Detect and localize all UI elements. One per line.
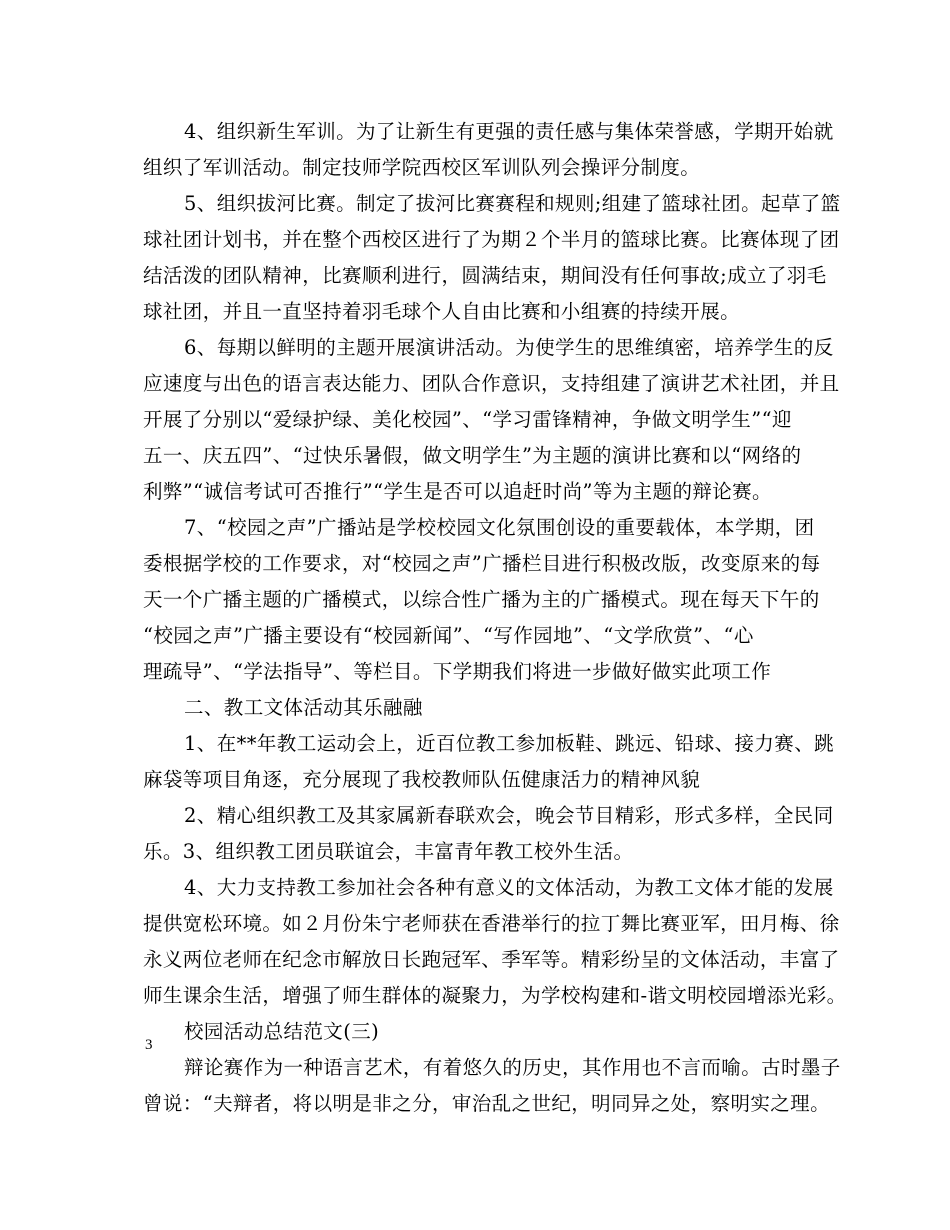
text-line: 开展了分别以“爱绿护绿、美化校园”、“学习雷锋精神，争做文明学生”“迎 bbox=[143, 408, 792, 431]
page-number: 3 bbox=[145, 1037, 153, 1053]
text-line: 天一个广播主题的广播模式，以综合性广播为主的广播模式。现在每天下午的 bbox=[143, 588, 820, 611]
text-line: 提供宽松环境。如２月份朱宁老师获在香港举行的拉丁舞比赛亚军，田月梅、徐 bbox=[143, 912, 840, 935]
text-line: 球社团计划书，并在整个西校区进行了为期２个半月的篮球比赛。比赛体现了团 bbox=[143, 228, 840, 251]
text-line: 理疏导”、“学法指导”、等栏目。下学期我们将进一步做好做实此项工作 bbox=[143, 660, 772, 683]
text-line: 麻袋等项目角逐，充分展现了我校教师队伍健康活力的精神风貌 bbox=[143, 768, 701, 791]
text-line: 2、精心组织教工及其家属新春联欢会，晚会节目精彩，形式多样，全民同 bbox=[184, 804, 834, 827]
text-line: 应速度与出色的语言表达能力、团队合作意识，支持组建了演讲艺术社团，并且 bbox=[143, 372, 840, 395]
text-line: 永义两位老师在纪念市解放日长跑冠军、季军等。精彩纷呈的文体活动，丰富了 bbox=[143, 948, 840, 971]
text-line: 1、在**年教工运动会上，近百位教工参加板鞋、跳远、铅球、接力赛、跳 bbox=[184, 732, 835, 755]
text-line: 乐。3、组织教工团员联谊会，丰富青年教工校外生活。 bbox=[143, 840, 634, 863]
text-line: 师生课余生活，增强了师生群体的凝聚力，为学校构建和-谐文明校园增添光彩。 bbox=[143, 984, 847, 1007]
text-line: 5、组织拔河比赛。制定了拔河比赛赛程和规则;组建了篮球社团。起草了篮 bbox=[184, 192, 841, 215]
text-line: “校园之声”广播主要设有“校园新闻”、“写作园地”、“文学欣赏”、“心 bbox=[143, 624, 754, 647]
text-line: 曾说：“夫辩者，将以明是非之分，审治乱之世纪，明同异之处，察明实之理。 bbox=[143, 1092, 830, 1115]
text-line: 4、组织新生军训。为了让新生有更强的责任感与集体荣誉感，学期开始就 bbox=[184, 120, 834, 143]
text-line: 结活泼的团队精神，比赛顺利进行，圆满结束，期间没有任何事故;成立了羽毛 bbox=[143, 264, 827, 287]
text-line: 球社团，并且一直坚持着羽毛球个人自由比赛和小组赛的持续开展。 bbox=[143, 300, 741, 323]
text-line: 利弊”“诚信考试可否推行”“学生是否可以追赶时尚”等为主题的辩论赛。 bbox=[143, 480, 772, 503]
text-line: 辩论赛作为一种语言艺术，有着悠久的历史，其作用也不言而喻。古时墨子 bbox=[184, 1056, 841, 1079]
text-line: 6、每期以鲜明的主题开展演讲活动。为使学生的思维缜密，培养学生的反 bbox=[184, 336, 834, 359]
section-heading: 二、教工文体活动其乐融融 bbox=[184, 696, 423, 719]
text-line: 组织了军训活动。制定技师学院西校区军训队列会操评分制度。 bbox=[143, 156, 701, 179]
text-line: 委根据学校的工作要求，对“校园之声”广播栏目进行积极改版，改变原来的每 bbox=[143, 552, 821, 575]
section-heading: 校园活动总结范文(三) bbox=[184, 1020, 380, 1043]
text-line: 7、“校园之声”广播站是学校校园文化氛围创设的重要载体，本学期，团 bbox=[184, 516, 815, 539]
text-line: 五一、庆五四”、“过快乐暑假，做文明学生”为主题的演讲比赛和以“网络的 bbox=[143, 444, 802, 467]
text-line: 4、大力支持教工参加社会各种有意义的文体活动，为教工文体才能的发展 bbox=[184, 876, 834, 899]
